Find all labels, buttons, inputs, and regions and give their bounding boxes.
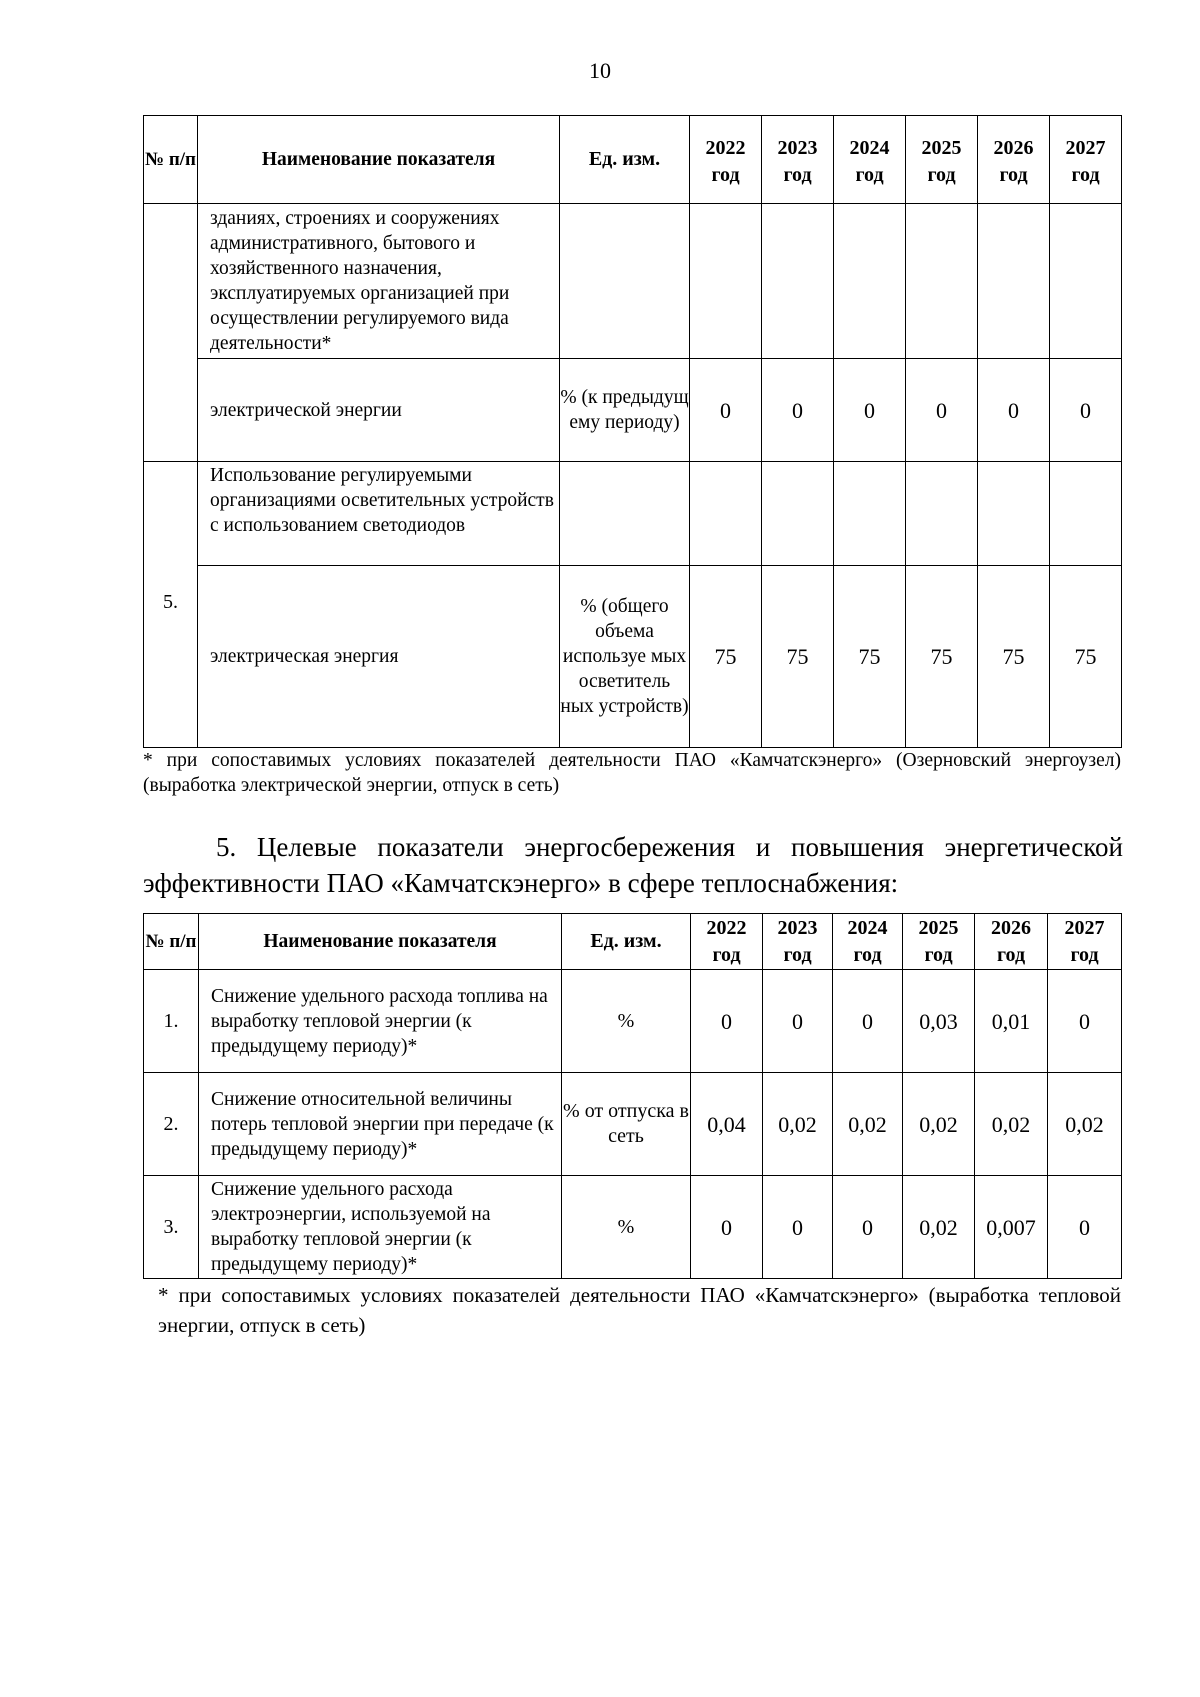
value-cell: 0,02 [833, 1073, 903, 1176]
indicator-name: электрическая энергия [198, 566, 560, 748]
header-name: Наименование показателя [198, 116, 560, 204]
value-cell: 75 [1050, 566, 1122, 748]
indicator-name: зданиях, строениях и сооружениях административного, бытового и хозяйственного назначения, эксплуатируемых организацией при осуществлении регулируемого вида деятельности* [198, 204, 560, 359]
value-cell: 75 [690, 566, 762, 748]
value-cell: 0 [762, 359, 834, 462]
unit-cell [560, 462, 690, 566]
header-year: 2022 год [691, 914, 763, 970]
value-cell: 75 [906, 566, 978, 748]
value-cell: 0,02 [1048, 1073, 1122, 1176]
value-cell: 0 [833, 970, 903, 1073]
value-cell [690, 462, 762, 566]
header-year: 2023 год [762, 116, 834, 204]
section-heading-line1: 5. Целевые показатели энергосбережения и повышения энергетической [216, 832, 1123, 862]
value-cell [834, 204, 906, 359]
unit-cell [560, 204, 690, 359]
value-cell: 0 [1048, 970, 1122, 1073]
value-cell: 0 [691, 1176, 763, 1279]
table-row [144, 204, 1122, 359]
header-name: Наименование показателя [199, 914, 562, 970]
value-cell: 0,03 [903, 970, 975, 1073]
footnote-heat: * при сопоставимых условиях показателей деятельности ПАО «Камчатскэнерго» (выработка тепловой энергии, отпуск в сеть) [158, 1283, 1121, 1337]
table-row [144, 566, 1122, 748]
table-header-row [144, 116, 1122, 204]
header-num: № п/п [144, 914, 199, 970]
unit-cell: % (общего объема используе мых осветитель ных устройств) [560, 566, 690, 748]
value-cell: 0 [691, 970, 763, 1073]
value-cell: 75 [978, 566, 1050, 748]
value-cell: 0,02 [975, 1073, 1048, 1176]
indicator-name: Снижение относительной величины потерь тепловой энергии при передаче (к предыдущему периоду)* [199, 1073, 562, 1176]
page-number: 10 [589, 58, 611, 83]
value-cell: 0 [690, 359, 762, 462]
unit-cell: % [562, 1176, 691, 1279]
header-year: 2026 год [978, 116, 1050, 204]
header-year: 2025 год [906, 116, 978, 204]
value-cell: 0 [906, 359, 978, 462]
value-cell [1050, 204, 1122, 359]
header-year: 2027 год [1050, 116, 1122, 204]
value-cell [834, 462, 906, 566]
value-cell: 0 [978, 359, 1050, 462]
table-row [144, 462, 1122, 566]
value-cell: 0,02 [903, 1073, 975, 1176]
value-cell: 75 [762, 566, 834, 748]
value-cell [978, 204, 1050, 359]
value-cell [762, 204, 834, 359]
unit-cell: % (к предыдущ ему периоду) [560, 359, 690, 462]
num-cell [144, 204, 198, 462]
value-cell: 0 [1050, 359, 1122, 462]
value-cell [690, 204, 762, 359]
value-cell: 0 [763, 970, 833, 1073]
value-cell: 0 [763, 1176, 833, 1279]
header-year: 2024 год [833, 914, 903, 970]
value-cell: 0,02 [763, 1073, 833, 1176]
table-row [144, 1176, 1122, 1279]
value-cell: 0,007 [975, 1176, 1048, 1279]
indicator-name: электрической энергии [198, 359, 560, 462]
header-year: 2022 год [690, 116, 762, 204]
header-unit: Ед. изм. [562, 914, 691, 970]
value-cell: 0,01 [975, 970, 1048, 1073]
num-cell: 3. [144, 1176, 199, 1279]
value-cell: 0 [834, 359, 906, 462]
header-unit: Ед. изм. [560, 116, 690, 204]
num-cell: 1. [144, 970, 199, 1073]
header-year: 2027 год [1048, 914, 1122, 970]
unit-cell: % от отпуска в сеть [562, 1073, 691, 1176]
header-num: № п/п [144, 116, 198, 204]
indicator-name: Снижение удельного расхода топлива на выработку тепловой энергии (к предыдущему периоду)* [199, 970, 562, 1073]
table-row [144, 970, 1122, 1073]
num-cell: 2. [144, 1073, 199, 1176]
num-cell: 5. [144, 462, 198, 748]
header-year: 2026 год [975, 914, 1048, 970]
value-cell [906, 462, 978, 566]
table-row [144, 1073, 1122, 1176]
value-cell [978, 462, 1050, 566]
header-year: 2024 год [834, 116, 906, 204]
header-year: 2025 год [903, 914, 975, 970]
indicators-table-electric [143, 115, 1122, 748]
value-cell [762, 462, 834, 566]
value-cell: 0,04 [691, 1073, 763, 1176]
section-heading-line2: эффективности ПАО «Камчатскэнерго» в сфере теплоснабжения: [143, 868, 899, 898]
unit-cell: % [562, 970, 691, 1073]
indicator-name: Снижение удельного расхода электроэнергии, используемой на выработку тепловой энергии (к предыдущему периоду)* [199, 1176, 562, 1279]
value-cell: 0,02 [903, 1176, 975, 1279]
value-cell: 0 [833, 1176, 903, 1279]
value-cell: 0 [1048, 1176, 1122, 1279]
indicators-table-heat [143, 913, 1122, 1279]
section-heading [143, 829, 1123, 901]
header-year: 2023 год [763, 914, 833, 970]
value-cell [1050, 462, 1122, 566]
table-row [144, 359, 1122, 462]
table-header-row [144, 914, 1122, 970]
value-cell [906, 204, 978, 359]
indicator-name: Использование регулируемыми организациями осветительных устройств с использованием светодиодов [198, 462, 560, 566]
footnote-electric: * при сопоставимых условиях показателей деятельности ПАО «Камчатскэнерго» (Озерновский энергоузел) (выработка электрической энергии, отпуск в сеть) [143, 750, 1121, 796]
value-cell: 75 [834, 566, 906, 748]
